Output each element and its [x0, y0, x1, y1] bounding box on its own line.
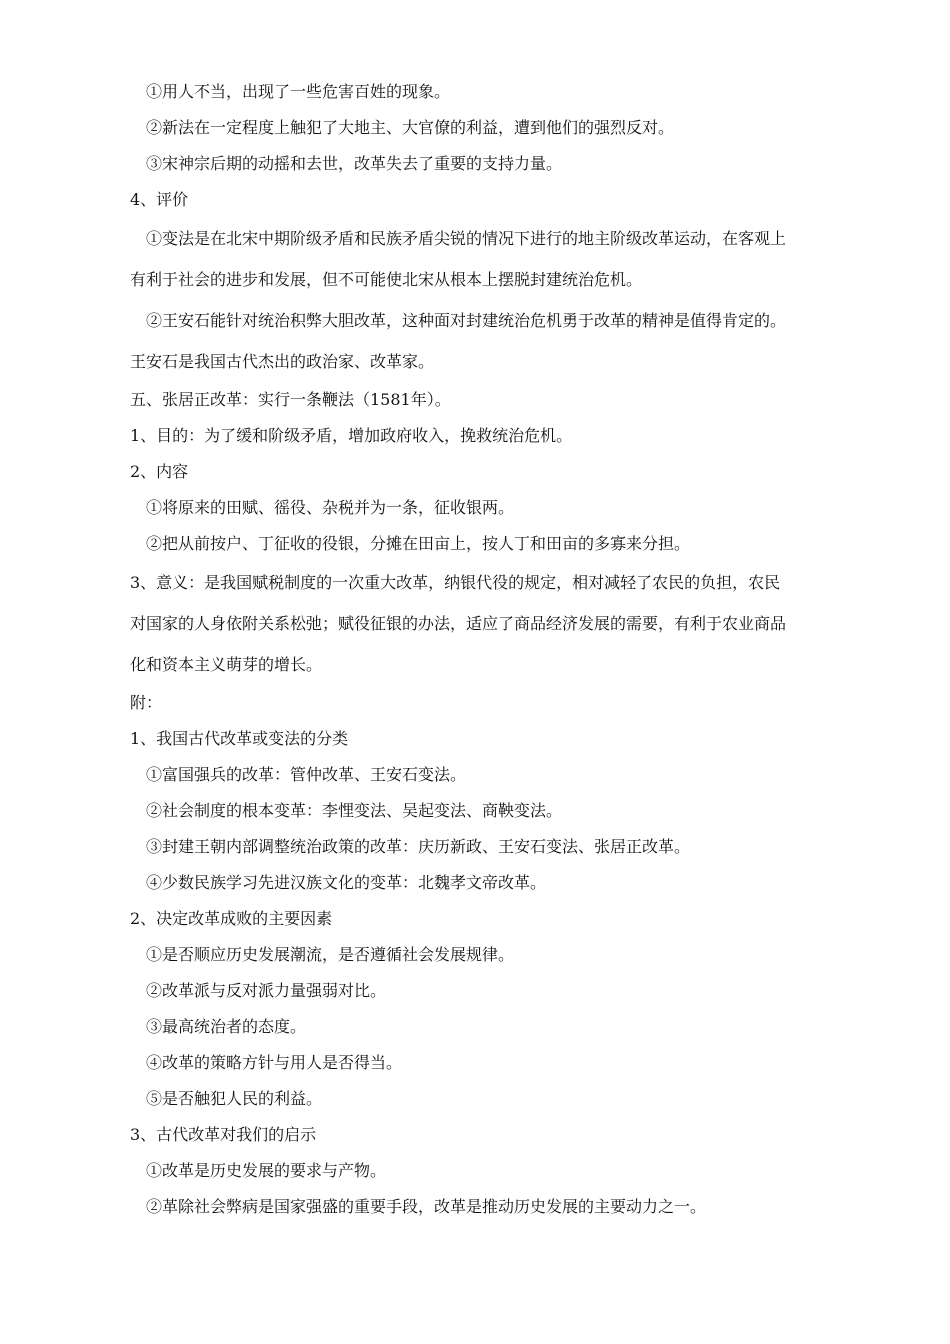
text-line-15: 对国家的人身依附关系松弛；赋役征银的办法，适应了商品经济发展的需要，有利于农业商品: [130, 614, 787, 633]
text-line-22: ④少数民族学习先进汉族文化的变革：北魏孝文帝改革。: [146, 873, 547, 892]
text-line-2: ②新法在一定程度上触犯了大地主、大官僚的利益，遭到他们的强烈反对。: [146, 118, 675, 137]
text-line-8: 王安石是我国古代杰出的政治家、改革家。: [130, 352, 435, 371]
appendix-heading: 附：: [130, 693, 163, 712]
text-line-21: ③封建王朝内部调整统治政策的改革：庆历新政、王安石变法、张居正改革。: [146, 837, 691, 856]
section-heading-content: 2、内容: [130, 462, 189, 481]
text-line-16: 化和资本主义萌芽的增长。: [130, 655, 323, 674]
section-heading-inspiration: 3、古代改革对我们的启示: [130, 1125, 317, 1144]
section-heading-factors: 2、决定改革成败的主要因素: [130, 909, 333, 928]
section-heading-classification: 1、我国古代改革或变法的分类: [130, 729, 349, 748]
text-line-5: ①变法是在北宋中期阶级矛盾和民族矛盾尖锐的情况下进行的地主阶级改革运动，在客观上: [146, 229, 787, 248]
text-line-31: ②革除社会弊病是国家强盛的重要手段，改革是推动历史发展的主要动力之一。: [146, 1197, 707, 1216]
text-line-26: ③最高统治者的态度。: [146, 1017, 307, 1036]
text-line-25: ②改革派与反对派力量强弱对比。: [146, 981, 387, 1000]
text-line-6: 有利于社会的进步和发展，但不可能使北宋从根本上摆脱封建统治危机。: [130, 270, 643, 289]
text-line-13: ②把从前按户、丁征收的役银，分摊在田亩上，按人丁和田亩的多寡来分担。: [146, 534, 691, 553]
text-line-27: ④改革的策略方针与用人是否得当。: [146, 1053, 403, 1072]
text-line-7: ②王安石能针对统治积弊大胆改革，这种面对封建统治危机勇于改革的精神是值得肯定的。: [146, 311, 787, 330]
text-line-20: ②社会制度的根本变革：李悝变法、吴起变法、商鞅变法。: [146, 801, 563, 820]
document-page: [130, 74, 830, 1225]
text-line-24: ①是否顺应历史发展潮流，是否遵循社会发展规律。: [146, 945, 515, 964]
section-heading-evaluation: 4、评价: [130, 190, 189, 209]
text-line-30: ①改革是历史发展的要求与产物。: [146, 1161, 387, 1180]
text-line-14: 3、意义：是我国赋税制度的一次重大改革，纳银代役的规定，相对减轻了农民的负担，农民: [130, 573, 781, 592]
section-heading-zhang-juzheng: 五、张居正改革：实行一条鞭法（1581年）。: [130, 390, 451, 409]
text-line-12: ①将原来的田赋、徭役、杂税并为一条，征收银两。: [146, 498, 515, 517]
text-line-1: ①用人不当，出现了一些危害百姓的现象。: [146, 82, 451, 101]
text-line-28: ⑤是否触犯人民的利益。: [146, 1089, 323, 1108]
text-line-19: ①富国强兵的改革：管仲改革、王安石变法。: [146, 765, 467, 784]
text-line-10: 1、目的：为了缓和阶级矛盾，增加政府收入，挽救统治危机。: [130, 426, 573, 445]
text-line-3: ③宋神宗后期的动摇和去世，改革失去了重要的支持力量。: [146, 154, 563, 173]
